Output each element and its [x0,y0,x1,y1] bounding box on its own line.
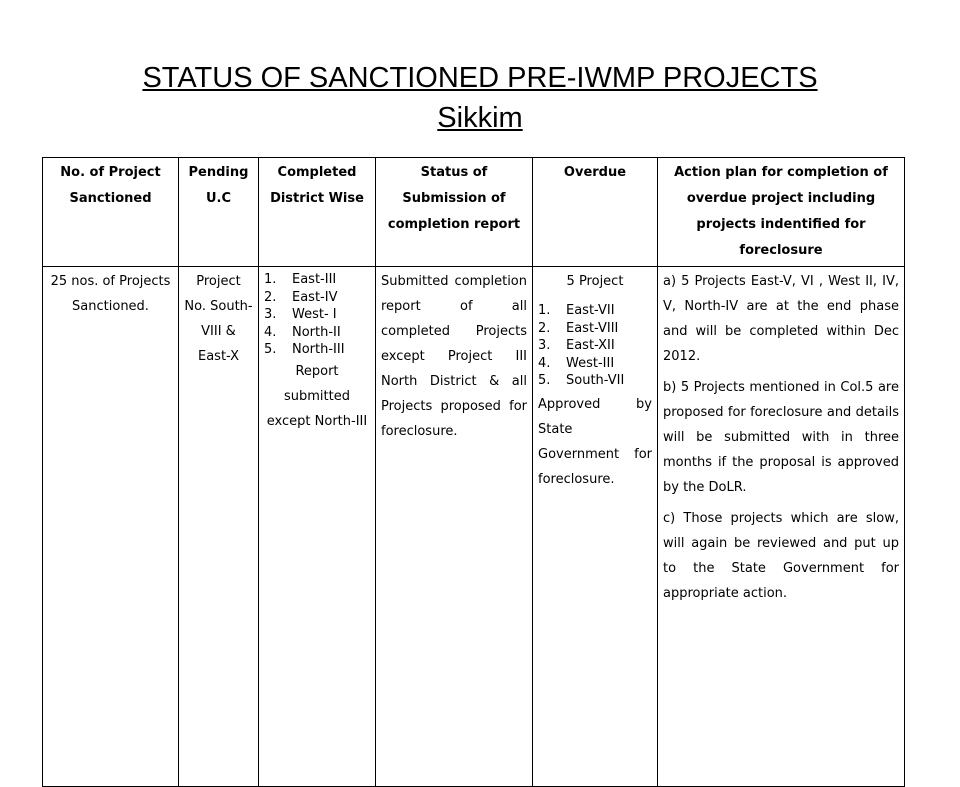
cell-pending-uc: Project No. South-VIII & East-X [179,267,259,787]
cell-completed [259,267,376,787]
list-item: 4. West-III [538,355,615,371]
header-completed: Completed District Wise [259,158,376,267]
completed-list [264,271,370,359]
cell-status-report: Submitted completion report of all completed Projects except Project III North District & all Projects proposed for foreclosure. [376,267,533,787]
header-action-plan: Action plan for completion of overdue project including projects indentified for foreclosure [658,158,905,267]
header-pending-uc: Pending U.C [179,158,259,267]
cell-sanctioned: 25 nos. of Projects Sanctioned. [43,267,179,787]
table-header-row [43,158,905,267]
action-item-c: c) Those projects which are slow, will again be reviewed and put up to the State Government for appropriate action. [663,511,899,601]
action-item-a: a) 5 Projects East-V, VI , West II, IV, V, North-IV are at the end phase and will be completed within Dec 2012. [663,274,899,364]
list-item: 5. North-III [264,342,345,357]
list-item: 4. North-II [264,324,341,340]
list-item: 1. East-III [264,272,337,287]
overdue-note: Approved by State Government for foreclosure. [538,396,652,487]
cell-overdue [533,267,658,787]
action-item-b: b) 5 Projects mentioned in Col.5 are proposed for foreclosure and details will be submitted with in three months if the proposal is approved by the DoLR. [663,380,899,495]
list-item: 2. East-IV [264,289,338,305]
list-item: 1. East-VII [538,303,615,318]
header-sanctioned: No. of Project Sanctioned [43,158,179,267]
list-item: 2. East-VIII [538,320,619,336]
page-title [0,58,960,138]
completed-note: Report submitted except North-III [266,363,368,429]
title-state: Sikkim [437,102,523,134]
title-main: STATUS OF SANCTIONED PRE-IWMP PROJECTS [142,62,818,94]
table-row [43,267,905,787]
overdue-list [538,302,652,390]
list-item: 3. West- I [264,307,337,322]
overdue-heading: 5 Project [566,274,624,289]
header-overdue: Overdue [533,158,658,267]
header-status-report: Status of Submission of completion report [376,158,533,267]
list-item: 3. East-XII [538,338,615,353]
list-item: 5. South-VII [538,373,625,388]
cell-action-plan [658,267,905,787]
status-table [42,157,905,787]
